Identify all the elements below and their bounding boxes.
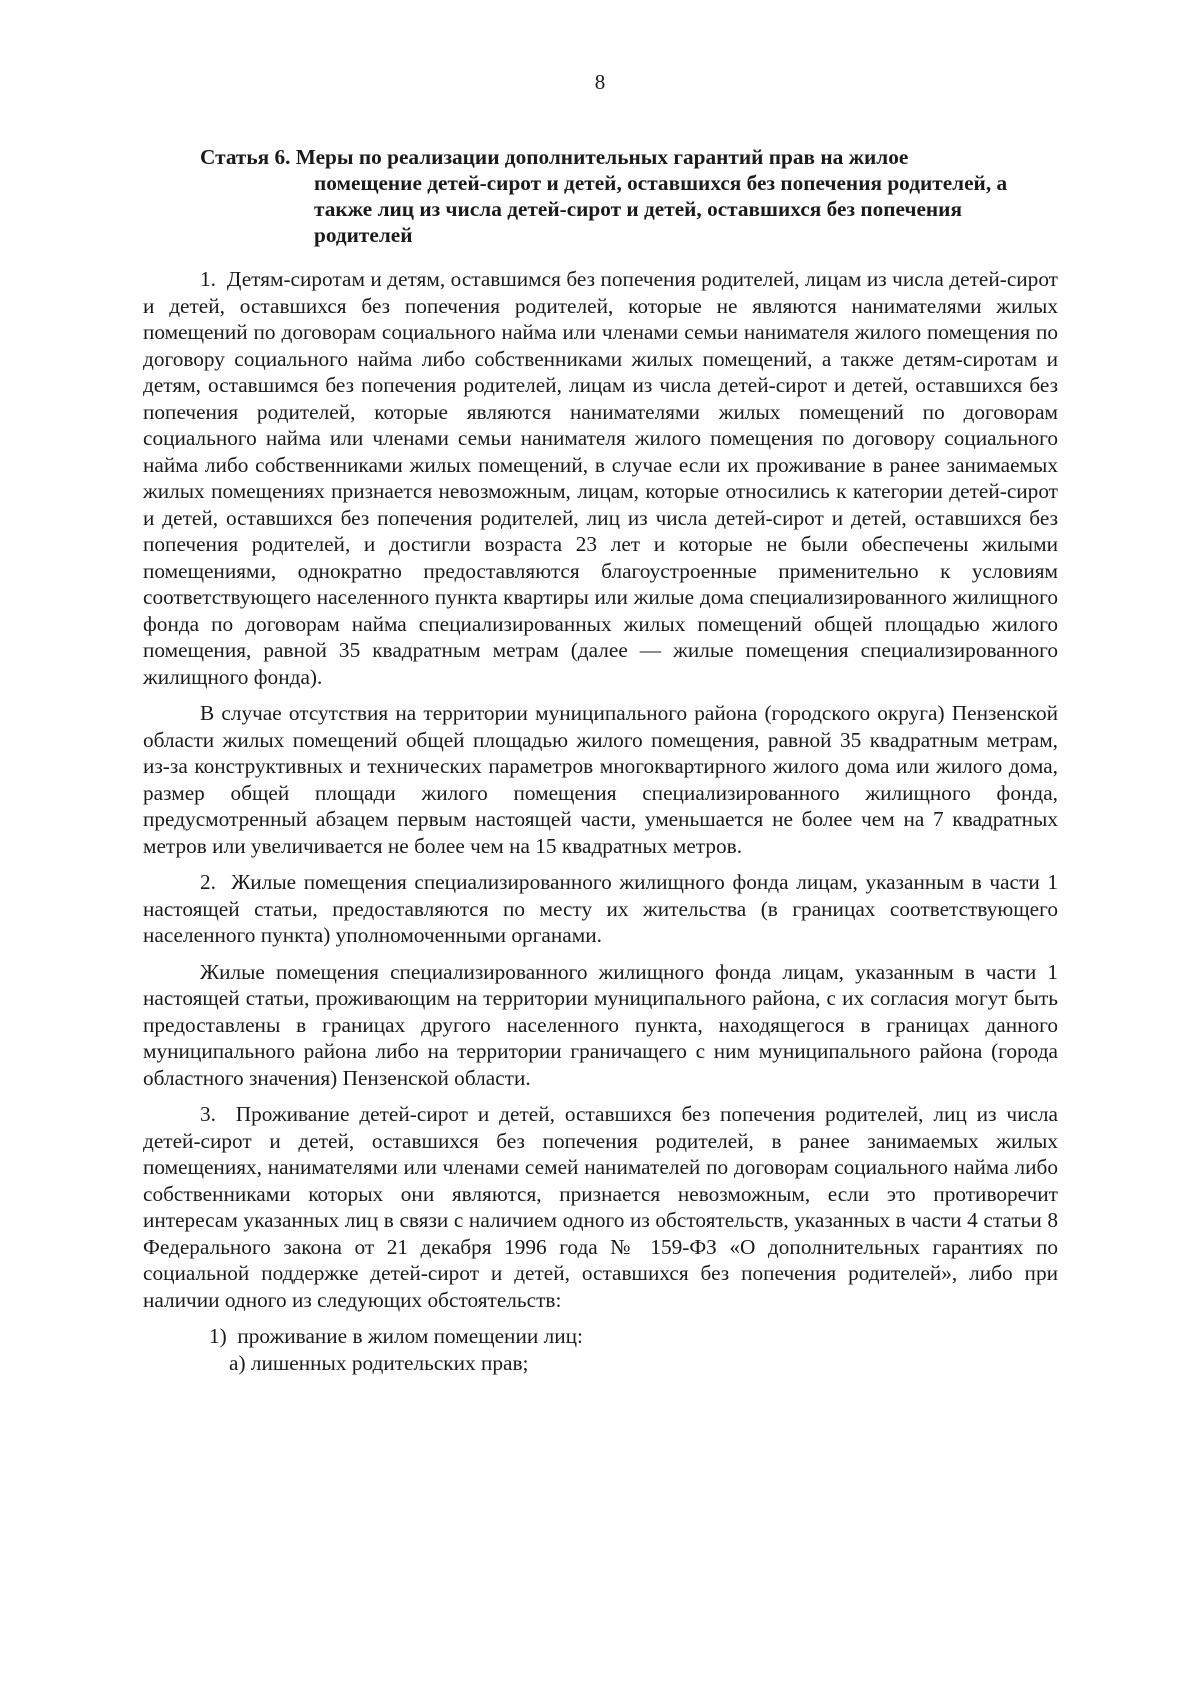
paragraph-part-2: 2. Жилые помещения специализированного жилищного фонда лицам, указанным в части 1 настоящей статьи, предоставляются по месту их жительства (в границах соответствующего населенного пункта) уполномоченными органами. bbox=[143, 870, 1058, 947]
paragraph-part-2-second: Жилые помещения специализированного жилищного фонда лицам, указанным в части 1 настоящей статьи, проживающим на территории муниципального района, с их согласия могут быть предоставлены в границах другого населенного пункта, находящегося в границах данного муниципального района либо на территории граничащего с ним муниципального района (города областного значения) Пензенской области. bbox=[143, 959, 1058, 1090]
paragraph-part-1-second: В случае отсутствия на территории муниципального района (городского округа) Пензенской области жилых помещений общей площадью жилого помещения, равной 35 квадратным метрам, из-за конструктивных и технических параметров многоквартирного жилого дома или жилого дома, размер общей площади жилого помещения специализированного жилищного фонда, предусмотренный абзацем первым настоящей части, уменьшается не более чем на 7 квадратных метров или увеличивается не более чем на 15 квадратных метров. bbox=[143, 701, 1058, 858]
article-body bbox=[143, 266, 1058, 1376]
list-subitem: а) лишенных родительских прав; bbox=[229, 1350, 529, 1375]
article-heading bbox=[200, 144, 1060, 248]
paragraph-part-3: 3. Проживание детей-сирот и детей, оставшихся без попечения родителей, лиц из числа детей-сирот и детей, оставшихся без попечения родителей, в ранее занимаемых жилых помещениях, нанимателями или членами семей нанимателей по договорам социального найма либо собственниками которых они являются, признается невозможным, если это противоречит интересам указанных лиц в связи с наличием одного из обстоятельств, указанных в части 4 статьи 8 Федерального закона от 21 декабря 1996 года № 159-ФЗ «О дополнительных гарантиях по социальной поддержке детей-сирот и детей, оставшихся без попечения родителей», либо при наличии одного из следующих обстоятельств: bbox=[143, 1102, 1058, 1312]
paragraph-part-1: 1. Детям-сиротам и детям, оставшимся без попечения родителей, лицам из числа детей-сирот и детей, оставшихся без попечения родителей, которые не являются нанимателями жилых помещений по договорам социального найма или членами семьи нанимателя жилого помещения по договору социального найма либо собственниками жилых помещений, а также детям-сиротам и детям, оставшимся без попечения родителей, лицам из числа детей-сирот и детей, оставшихся без попечения родителей, которые являются нанимателями жилых помещений по договорам социального найма или членами семьи нанимателя жилого помещения по договору социального найма либо собственниками жилых помещений, в случае если их проживание в ранее занимаемых жилых помещениях признается невозможным, лицам, которые относились к категории детей-сирот и детей, оставшихся без попечения родителей, лиц из числа детей-сирот и детей, оставшихся без попечения родителей, и достигли возраста 23 лет и которые не были обеспечены жилыми помещениями, однократно предоставляются благоустроенные применительно к условиям соответствующего населенного пункта квартиры или жилые дома специализированного жилищного фонда по договорам найма специализированных жилых помещений общей площадью жилого помещения, равной 35 квадратным метрам (далее — жилые помещения специализированного жилищного фонда). bbox=[143, 267, 1058, 689]
page-number: 8 bbox=[594, 70, 606, 94]
article-heading-lead: Статья 6. Меры по реализации дополнительных гарантий прав на жилое bbox=[200, 145, 909, 169]
list-item: 1) проживание в жилом помещении лиц: bbox=[209, 1324, 583, 1348]
article-heading-rest: помещение детей-сирот и детей, оставшихся без попечения родителей, а также лиц из числа детей-сирот и детей, оставшихся без попечения родителей bbox=[314, 171, 1008, 247]
